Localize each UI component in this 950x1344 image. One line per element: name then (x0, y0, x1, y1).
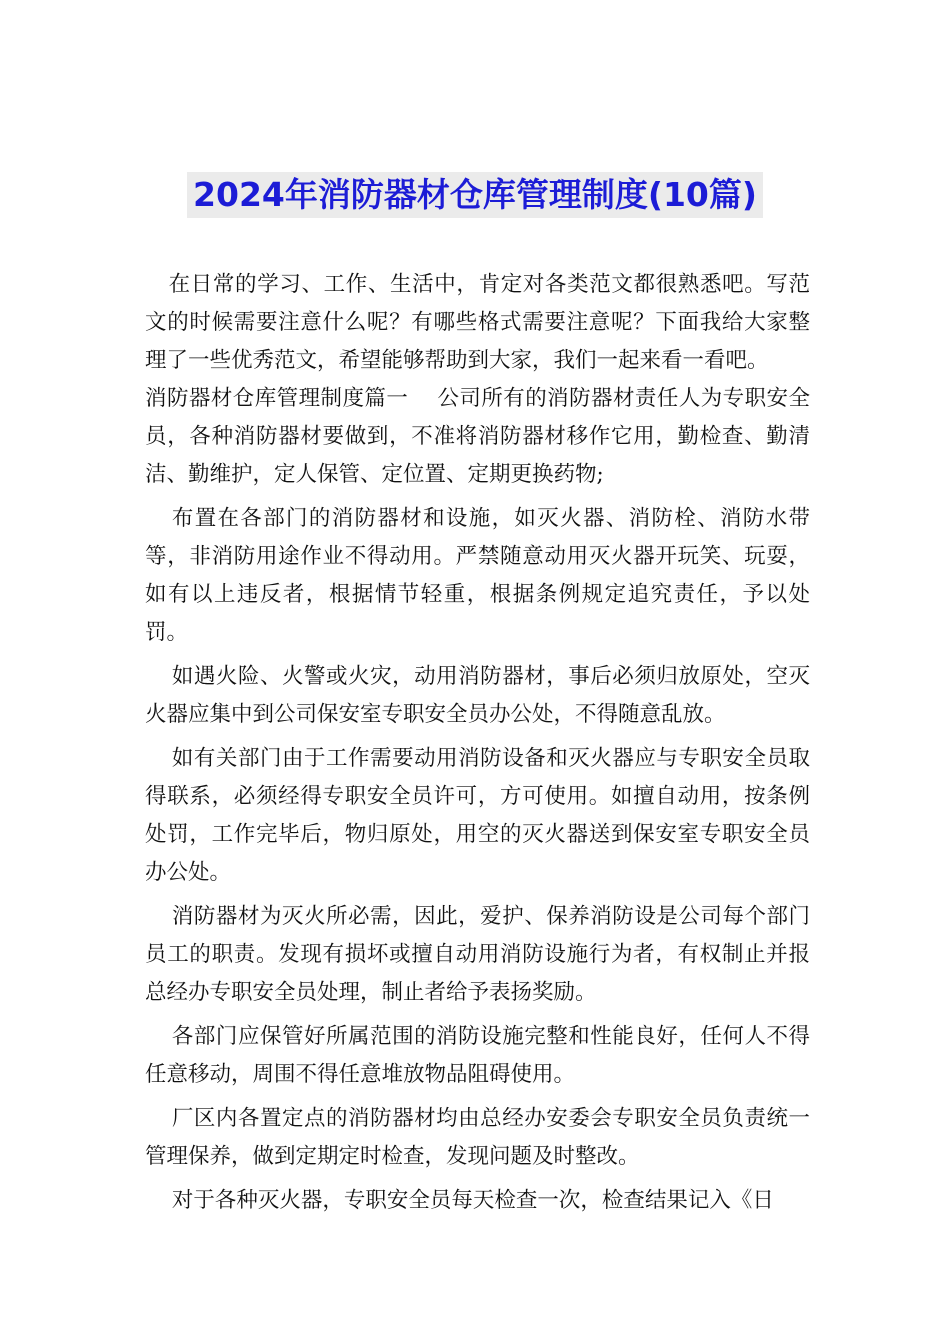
paragraph-unified-management: 厂区内各置定点的消防器材均由总经办安委会专职安全员负责统一管理保养，做到定期定时检查，发现问题及时整改。 (145, 1106, 810, 1169)
document-title: 2024年消防器材仓库管理制度(10篇) (187, 172, 763, 218)
paragraph-intro: 在日常的学习、工作、生活中，肯定对各类范文都很熟悉吧。写范文的时候需要注意什么呢？有哪些格式需要注意呢？下面我给大家整理了一些优秀范文，希望能够帮助到大家，我们一起来看一看吧。 (145, 272, 810, 373)
paragraph-employee-duty: 消防器材为灭火所必需，因此，爱护、保养消防设是公司每个部门员工的职责。发现有损坏或擅自动用消防设施行为者，有权制止并报总经办专职安全员处理，制止者给予表扬奖励。 (145, 904, 810, 1005)
paragraph-fire-emergency: 如遇火险、火警或火灾，动用消防器材，事后必须归放原处，空灭火器应集中到公司保安室专职安全员办公处，不得随意乱放。 (145, 664, 810, 727)
paragraph-section-one: 消防器材仓库管理制度篇一 公司所有的消防器材责任人为专职安全员，各种消防器材要做到，不准将消防器材移作它用，勤检查、勤清洁、勤维护，定人保管、定位置、定期更换药物; (145, 386, 810, 487)
document-body (145, 266, 810, 1220)
paragraph-department-custody: 各部门应保管好所属范围的消防设施完整和性能良好，任何人不得任意移动，周围不得任意堆放物品阻碍使用。 (145, 1024, 810, 1087)
paragraph-department-usage: 如有关部门由于工作需要动用消防设备和灭火器应与专职安全员取得联系，必须经得专职安全员许可，方可使用。如擅自动用，按条例处罚，工作完毕后，物归原处，用空的灭火器送到保安室专职安全员办公处。 (145, 746, 810, 885)
paragraph-equipment-placement: 布置在各部门的消防器材和设施，如灭火器、消防栓、消防水带等，非消防用途作业不得动用。严禁随意动用灭火器开玩笑、玩耍，如有以上违反者，根据情节轻重，根据条例规定追究责任，予以处罚。 (145, 506, 810, 645)
paragraph-daily-inspection: 对于各种灭火器，专职安全员每天检查一次，检查结果记入《日 (171, 1188, 774, 1213)
title-container (0, 172, 950, 218)
